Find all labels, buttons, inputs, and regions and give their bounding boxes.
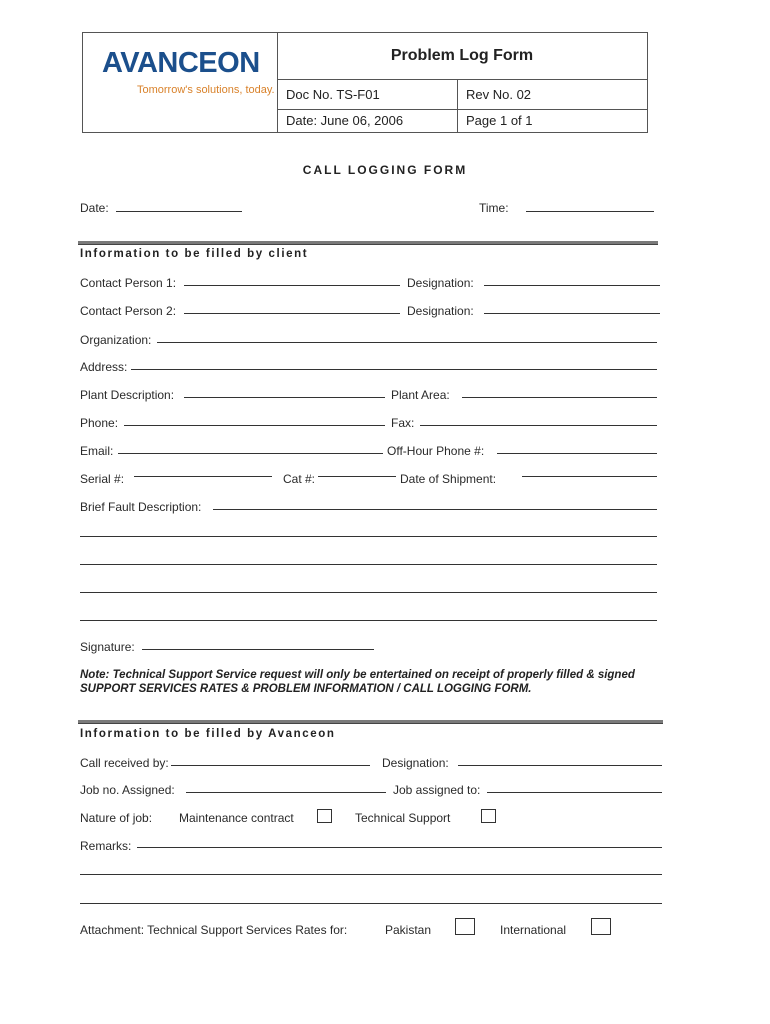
plant-description-field[interactable]: [184, 397, 385, 398]
date-field[interactable]: [116, 211, 242, 212]
job-no-label: Job no. Assigned:: [80, 783, 175, 797]
client-section-title: Information to be filled by client: [80, 248, 309, 260]
brief-fault-field-line-1[interactable]: [213, 509, 657, 510]
call-received-by-field[interactable]: [171, 765, 370, 766]
signature-label: Signature:: [80, 640, 135, 654]
date-of-shipment-field[interactable]: [522, 476, 657, 477]
pakistan-checkbox[interactable]: [455, 918, 475, 935]
address-label: Address:: [80, 360, 128, 374]
designation-1-field[interactable]: [484, 285, 660, 286]
remarks-field-line-2[interactable]: [80, 874, 662, 875]
contact-person-2-label: Contact Person 2:: [80, 304, 177, 318]
phone-label: Phone:: [80, 416, 119, 430]
avanceon-logo: AVANCEON: [102, 47, 260, 79]
designation-field[interactable]: [458, 765, 662, 766]
signature-field[interactable]: [142, 649, 374, 650]
plant-area-field[interactable]: [462, 397, 657, 398]
date-label: Date:: [80, 201, 109, 215]
cat-field[interactable]: [318, 476, 396, 477]
serial-field[interactable]: [134, 476, 272, 477]
designation-label: Designation:: [382, 756, 449, 770]
remarks-label: Remarks:: [80, 839, 132, 853]
doc-rev-row: [277, 79, 647, 110]
pakistan-label: Pakistan: [385, 923, 432, 937]
nature-of-job-label: Nature of job:: [80, 811, 153, 825]
email-label: Email:: [80, 444, 114, 458]
doc-no: Doc No. TS-F01: [277, 79, 458, 109]
form-title-cell: Problem Log Form: [277, 33, 647, 80]
date-of-shipment-label: Date of Shipment:: [400, 472, 497, 486]
time-field[interactable]: [526, 211, 654, 212]
technical-support-label: Technical Support: [355, 811, 451, 825]
international-checkbox[interactable]: [591, 918, 611, 935]
rev-no: Rev No. 02: [466, 86, 532, 102]
brief-fault-field-line-5[interactable]: [80, 620, 657, 621]
job-assigned-to-label: Job assigned to:: [393, 783, 481, 797]
maintenance-contract-label: Maintenance contract: [179, 811, 294, 825]
technical-support-checkbox[interactable]: [481, 809, 496, 823]
note-text: Note: Technical Support Service request will only be entertained on receipt of properly filled & signed SUPPORT SERVICES RATES & PROBLEM INFORMATION / CALL LOGGING FORM.: [80, 669, 635, 695]
brief-fault-field-line-4[interactable]: [80, 592, 657, 593]
organization-field[interactable]: [157, 342, 657, 343]
avanceon-section-title: Information to be filled by Avanceon: [80, 728, 336, 740]
doc-date: Date: June 06, 2006: [277, 109, 458, 132]
plant-area-label: Plant Area:: [391, 388, 450, 402]
client-section-divider: [78, 241, 658, 245]
avanceon-section-divider: [78, 720, 663, 724]
logo-cell: [83, 33, 278, 132]
contact-person-2-field[interactable]: [184, 313, 400, 314]
job-assigned-to-field[interactable]: [487, 792, 662, 793]
designation-2-label: Designation:: [407, 304, 474, 318]
remarks-field-line-1[interactable]: [137, 847, 662, 848]
maintenance-contract-checkbox[interactable]: [317, 809, 332, 823]
serial-label: Serial #:: [80, 472, 125, 486]
page-number: Page 1 of 1: [466, 113, 533, 128]
attachment-label: Attachment: Technical Support Services Rates for:: [80, 923, 348, 937]
cat-label: Cat #:: [283, 472, 316, 486]
contact-person-1-field[interactable]: [184, 285, 400, 286]
address-field[interactable]: [131, 369, 657, 370]
form-header-table: [82, 32, 648, 133]
job-no-field[interactable]: [186, 792, 386, 793]
designation-1-label: Designation:: [407, 276, 474, 290]
brief-fault-label: Brief Fault Description:: [80, 500, 202, 514]
designation-2-field[interactable]: [484, 313, 660, 314]
phone-field[interactable]: [124, 425, 385, 426]
fax-field[interactable]: [420, 425, 657, 426]
plant-description-label: Plant Description:: [80, 388, 175, 402]
call-received-by-label: Call received by:: [80, 756, 169, 770]
international-label: International: [500, 923, 567, 937]
brief-fault-field-line-2[interactable]: [80, 536, 657, 537]
email-field[interactable]: [118, 453, 383, 454]
brief-fault-field-line-3[interactable]: [80, 564, 657, 565]
organization-label: Organization:: [80, 333, 152, 347]
off-hour-phone-field[interactable]: [497, 453, 657, 454]
time-label: Time:: [479, 201, 509, 215]
logo-tagline: Tomorrow's solutions, today.: [137, 84, 275, 96]
fax-label: Fax:: [391, 416, 415, 430]
call-logging-title: CALL LOGGING FORM: [302, 163, 468, 177]
contact-person-1-label: Contact Person 1:: [80, 276, 177, 290]
off-hour-phone-label: Off-Hour Phone #:: [387, 444, 485, 458]
remarks-field-line-3[interactable]: [80, 903, 662, 904]
date-page-row: [277, 109, 647, 132]
